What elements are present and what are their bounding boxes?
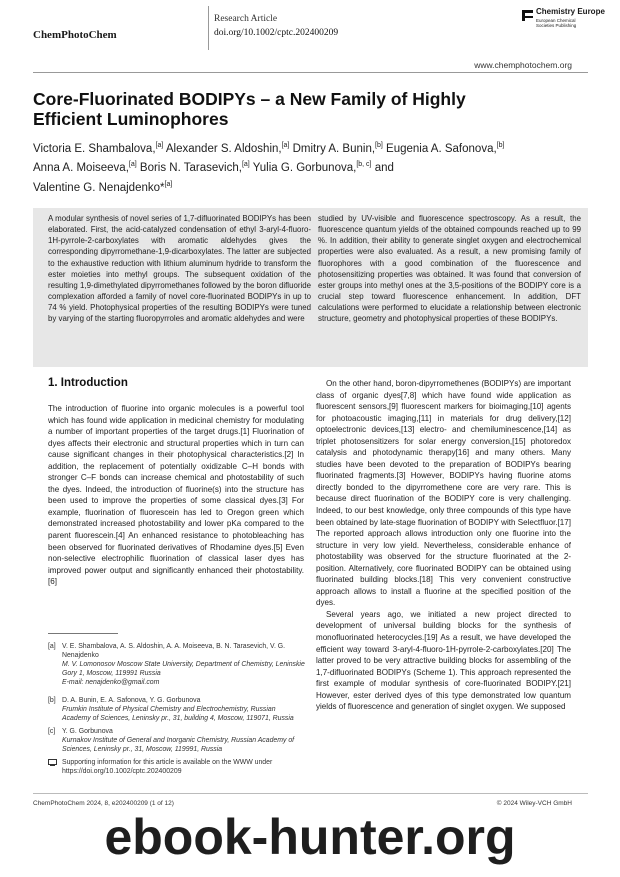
title-line-1: Core-Fluorinated BODIPYs – a New Family of Highly bbox=[33, 89, 466, 109]
footnote-key: [b] bbox=[48, 697, 56, 704]
article-title bbox=[33, 89, 593, 129]
author-affiliation: [b] bbox=[375, 142, 383, 149]
footnote-names: Y. G. Gorbunova bbox=[62, 728, 113, 735]
author-affiliation: [b, c] bbox=[356, 161, 372, 169]
article-type: Research Article bbox=[214, 14, 278, 24]
abstract-right-column: studied by UV-visible and fluorescence spectroscopy. As a result, the fluorescence quantum yields of the obtained compounds reached up to 99 %. In addition, their ability to generate singlet oxygen and electrochemical properties were also evaluated. As a result, a new promising family of fluorophores with a good combination of the fluorescence and photosensitizing properties was obtained. It was found that conversion of ester groups into methyl ones at the 3,5-positions of the BODIPY core is a crucial step toward fluorescence enhancement. In addition, DFT calculations were performed to elucidate a relationship between electronic structure, geometry and photophysical properties of these BODIPYs. bbox=[318, 214, 581, 324]
footnote-separator bbox=[48, 633, 118, 634]
author-affiliation: [a] bbox=[281, 142, 290, 149]
publisher-logo bbox=[522, 8, 605, 28]
supporting-info-icon bbox=[48, 759, 57, 770]
section-heading-introduction: 1. Introduction bbox=[48, 377, 128, 389]
footnote-key: [c] bbox=[48, 728, 56, 735]
author-conjunction: and bbox=[371, 162, 394, 175]
author-name: Yulia G. Gorbunova, bbox=[249, 162, 357, 175]
footer-citation: ChemPhotoChem 2024, 8, e202400209 (1 of 12) bbox=[33, 800, 174, 807]
header-divider bbox=[208, 6, 209, 50]
corresponding-author-name: Valentine G. Nenajdenko* bbox=[33, 181, 165, 194]
author-line-1 bbox=[33, 138, 593, 157]
footnote-email[interactable]: E-mail: nenajdenko@gmail.com bbox=[62, 678, 160, 686]
supporting-info-text[interactable]: Supporting information for this article is available on the WWW under https://doi.org/10.1002/cptc.202400209 bbox=[62, 759, 273, 775]
footnote-institution: Kurnakov Institute of General and Inorganic Chemistry, Russian Academy of Sciences, Leninsky pr., 31, Moscow, 119991, Russia bbox=[62, 736, 295, 753]
journal-website-link[interactable]: www.chemphotochem.org bbox=[474, 60, 572, 70]
intro-paragraph-1: The introduction of fluorine into organic molecules is a powerful tool which has found wide application in medicinal chemistry for modulating a number of important properties of the target drugs.[1] Fluorination of dyes affects their electronic and structural properties which in turn can cause significant changes in their photophysical characteristics.[2] In addition, the replacement of potentially oxidizable C–H bonds with stronger C–F bonds can increase chemical and photostability of such the dyes. Indeed, the introduction of fluorine(s) into the structure has been used to improve the properties of some classical dyes.[3] For example, fluorination of fluorescein has led to Oregon green which demonstrated increased photostability and lower pKa compared to the parent fluorescein.[4] An enhanced resistance to photobleaching has been observed for fluorinated derivatives of Rhodamine dyes.[5] Even non-selective electrophilic fluorination of classical laser dyes has improved power output and significantly enhanced their photostability.[6] bbox=[48, 404, 304, 587]
author-affiliation: [a] bbox=[128, 161, 137, 169]
footnote-institution: Frumkin Institute of Physical Chemistry and Electrochemistry, Russian Academy of Sciences, Leninsky pr., 31, building 4, Moscow, 119071, Russia bbox=[62, 705, 294, 722]
publisher-sub-1: European Chemical bbox=[536, 18, 576, 23]
footnote-names: V. E. Shambalova, A. S. Aldoshin, A. A. Moiseeva, B. N. Tarasevich, V. G. Nenajdenko bbox=[62, 643, 286, 659]
author-affiliation: [b] bbox=[496, 142, 505, 149]
author-name: Dmitry A. Bunin, bbox=[289, 142, 376, 155]
author-affiliation: [a] bbox=[155, 142, 164, 149]
footnote-supporting-info bbox=[48, 759, 305, 777]
author-line-3 bbox=[33, 177, 593, 196]
header-rule bbox=[33, 72, 588, 73]
journal-name: ChemPhotoChem bbox=[33, 29, 117, 41]
publisher-name: Chemistry Europe bbox=[536, 7, 605, 16]
intro-paragraph-2: On the other hand, boron-dipyrromethenes (BODIPYs) are important class of organic dyes[7,8] which have found wide application as fluorescent sensors,[9] fluorescent markers for bioimaging,[10] agents for photoacoustic imaging,[11] in materials for drug delivery,[12] optoelectronic devices,[13] electro- and chemiluminescence,[14] as triplet photosensitizers for solar energy conversion,[15] photoredox catalysis and photodynamic therapy[16] and many others. Many studies have been devoted to the preparation of BODIPYs bearing fluorinated fragments.[3] However, BODIPYs having fluorine atoms directly bonded to the dipyrromethene core are very rare. This is because direct fluorination of the BODIPY core is very challenging. Indeed, to our best knowledge, only three compounds of this type have been obtained by late-stage fluorination of BODIPY with Selectfluor.[17] The reported approach allows introduction only one fluorine into the structure in very low yield. Nevertheless, considerable enhance of photostability was observed for the structure fluorinated at the 2-position. Alternatively, core fluorinated BODIPY can be obtained using fluorinated building blocks.[18] This very convenient constructive approach allows to install a fluorine at the specified position of the dyes. bbox=[316, 379, 571, 608]
intro-right-column bbox=[316, 378, 571, 713]
intro-left-column bbox=[48, 403, 304, 588]
author-affiliation: [a] bbox=[164, 180, 173, 188]
title-line-2: Efficient Luminophores bbox=[33, 109, 229, 129]
footnote-b bbox=[48, 697, 305, 724]
watermark-text: ebook-hunter.org bbox=[104, 809, 516, 865]
footnote-key: [a] bbox=[48, 643, 56, 650]
footer-rule bbox=[33, 793, 588, 794]
footnote-c bbox=[48, 728, 305, 755]
footnote-institution: M. V. Lomonosov Moscow State University, Department of Chemistry, Leninskie Gory 1, Moscow, 119991 Russia bbox=[62, 660, 305, 677]
doi-link[interactable]: doi.org/10.1002/cptc.202400209 bbox=[214, 28, 339, 38]
chemistry-europe-logo-icon bbox=[522, 10, 533, 21]
author-line-2 bbox=[33, 157, 593, 176]
footer-copyright: © 2024 Wiley-VCH GmbH bbox=[496, 800, 572, 807]
footnote-a bbox=[48, 643, 305, 688]
author-name: Eugenia A. Safonova, bbox=[382, 142, 497, 155]
author-name: Boris N. Tarasevich, bbox=[136, 162, 242, 175]
author-list bbox=[33, 138, 593, 196]
author-affiliation: [a] bbox=[241, 161, 250, 169]
abstract-box bbox=[33, 208, 588, 367]
footnote-names: D. A. Bunin, E. A. Safonova, Y. G. Gorbunova bbox=[62, 697, 201, 704]
publisher-sub-2: Societies Publishing bbox=[536, 23, 577, 28]
abstract-left-column: A modular synthesis of novel series of 1,7-difluorinated BODIPYs has been elaborated. First, the acid-catalyzed condensation of ethyl 3-aryl-4-fluoro-1H-pyrrole-2-carboxylates with aromatic aldehydes gives the corresponding dipyrromethane-1,9-dicarboxylates. The latter are subjected to the exhaustive reduction with lithium aluminum hydride to transform the ester moieties into methyl groups. The subsequent oxidation of the resulting 1,9-dimethylated dipyrromethanes followed by the boron difluoride complexation afforded a family of novel core-fluorinated BODIPYs in up to 74 % yield. Photophysical properties of the resulting BODIPYs were tuned by varying of the starting fluoropyrroles and aromatic aldehydes and were bbox=[48, 214, 311, 324]
author-name: Victoria E. Shambalova, bbox=[33, 142, 156, 155]
intro-paragraph-3: Several years ago, we initiated a new project directed to development of universal building blocks for the synthesis of monofluorinated heterocycles.[19] As a result, we have developed the efficient way toward 3-aryl-4-fluoro-1H-pyrrole-2-carboxylates.[20] The latter proved to be very attractive building blocks for assembling of the 1,7-difluorinated BODIPYs (Scheme 1). This approach represented the first example of modular synthesis of core-fluorinated BODIPY.[21] However, ester derived dyes of this type demonstrated low quantum yields of fluorescence and generation of singlet oxygen. We supposed bbox=[316, 609, 571, 712]
author-name: Anna A. Moiseeva, bbox=[33, 162, 129, 175]
author-name: Alexander S. Aldoshin, bbox=[163, 142, 282, 155]
